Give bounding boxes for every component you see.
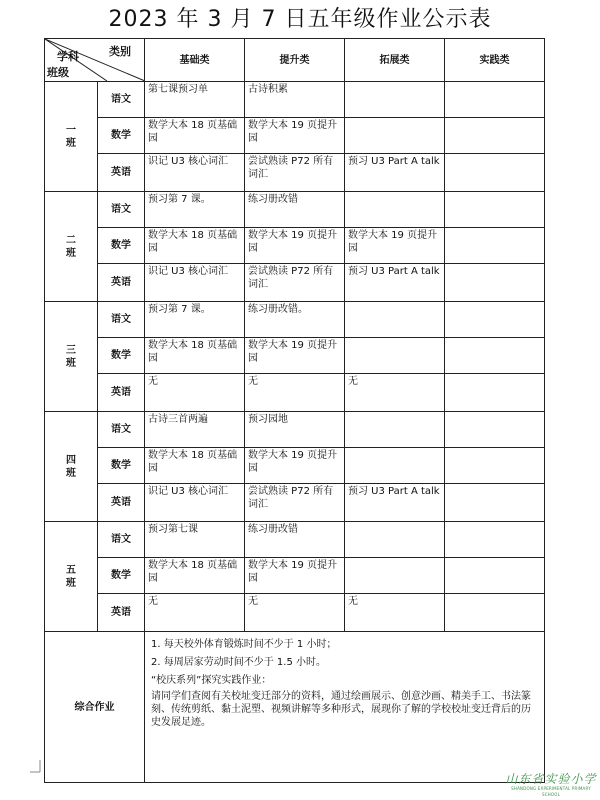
page-corner-mark bbox=[30, 760, 60, 780]
homework-cell-basic: 识记 U3 核心词汇 bbox=[145, 484, 245, 522]
table-row bbox=[45, 338, 545, 374]
homework-cell-extension: 无 bbox=[345, 374, 445, 412]
homework-cell-basic: 识记 U3 核心词汇 bbox=[145, 154, 245, 192]
homework-cell-basic: 预习第 7 课。 bbox=[145, 302, 245, 338]
homework-cell-practice bbox=[445, 154, 545, 192]
subject-cell: 语文 bbox=[98, 192, 145, 228]
comprehensive-line: 1. 每天校外体育锻炼时间不少于 1 小时； bbox=[151, 639, 337, 650]
homework-cell-advanced: 数学大本 19 页提升园 bbox=[245, 118, 345, 154]
homework-cell-basic: 预习第七课 bbox=[145, 522, 245, 558]
homework-cell-basic: 预习第 7 课。 bbox=[145, 192, 245, 228]
table-row bbox=[45, 594, 545, 632]
class-name-cell: 一 班 bbox=[45, 82, 98, 192]
homework-cell-extension bbox=[345, 338, 445, 374]
comprehensive-line: 请同学们查阅有关校址变迁部分的资料，通过绘画展示、创意沙画、精美手工、书法篆刻、传统剪纸、黏土泥塑、视频讲解等多种形式，展现你了解的学校校址变迁背后的历史发展足迹。 bbox=[151, 691, 531, 728]
homework-cell-advanced: 数学大本 19 页提升园 bbox=[245, 338, 345, 374]
homework-cell-basic: 无 bbox=[145, 374, 245, 412]
subject-cell: 英语 bbox=[98, 264, 145, 302]
homework-cell-practice bbox=[445, 192, 545, 228]
homework-cell-advanced: 无 bbox=[245, 594, 345, 632]
homework-cell-extension bbox=[345, 118, 445, 154]
homework-cell-practice bbox=[445, 374, 545, 412]
homework-cell-advanced: 练习册改错 bbox=[245, 192, 345, 228]
column-header-advanced: 提升类 bbox=[245, 39, 345, 82]
subject-cell: 语文 bbox=[98, 302, 145, 338]
homework-cell-extension: 预习 U3 Part A talk bbox=[345, 264, 445, 302]
subject-cell: 英语 bbox=[98, 374, 145, 412]
table-row bbox=[45, 484, 545, 522]
homework-cell-practice bbox=[445, 448, 545, 484]
comprehensive-line: 2. 每周居家劳动时间不少于 1.5 小时。 bbox=[151, 657, 326, 668]
school-logo-english: SHANDONG EXPERIMENTAL PRIMARY SCHOOL bbox=[511, 786, 591, 797]
subject-cell: 语文 bbox=[98, 522, 145, 558]
comprehensive-label: 综合作业 bbox=[45, 632, 145, 783]
subject-cell: 数学 bbox=[98, 228, 145, 264]
homework-cell-practice bbox=[445, 118, 545, 154]
homework-cell-practice bbox=[445, 558, 545, 594]
homework-cell-extension: 无 bbox=[345, 594, 445, 632]
school-logo bbox=[505, 772, 597, 798]
homework-cell-practice bbox=[445, 264, 545, 302]
homework-cell-practice bbox=[445, 82, 545, 118]
homework-cell-extension: 预习 U3 Part A talk bbox=[345, 154, 445, 192]
homework-cell-extension bbox=[345, 82, 445, 118]
homework-cell-basic: 数学大本 18 页基础园 bbox=[145, 228, 245, 264]
homework-cell-practice bbox=[445, 338, 545, 374]
homework-cell-advanced: 数学大本 19 页提升园 bbox=[245, 558, 345, 594]
table-row bbox=[45, 448, 545, 484]
homework-cell-basic: 数学大本 18 页基础园 bbox=[145, 448, 245, 484]
homework-cell-basic: 数学大本 18 页基础园 bbox=[145, 558, 245, 594]
comprehensive-line: “校庆系列”探究实践作业： bbox=[151, 675, 272, 686]
homework-cell-extension bbox=[345, 302, 445, 338]
column-header-extension: 拓展类 bbox=[345, 39, 445, 82]
class-name-cell: 五 班 bbox=[45, 522, 98, 632]
table-row bbox=[45, 374, 545, 412]
homework-cell-basic: 第七课预习单 bbox=[145, 82, 245, 118]
homework-cell-advanced: 尝试熟读 P72 所有词汇 bbox=[245, 484, 345, 522]
school-logo-chinese: 山东省实验小学 bbox=[505, 772, 597, 786]
homework-cell-basic: 数学大本 18 页基础园 bbox=[145, 118, 245, 154]
homework-cell-advanced: 尝试熟读 P72 所有词汇 bbox=[245, 154, 345, 192]
class-name-cell: 二 班 bbox=[45, 192, 98, 302]
homework-cell-basic: 古诗三首两遍 bbox=[145, 412, 245, 448]
corner-header-cell bbox=[45, 39, 145, 82]
homework-cell-practice bbox=[445, 302, 545, 338]
corner-subject-label: 学科 bbox=[57, 50, 79, 63]
corner-class-label: 班级 bbox=[47, 66, 69, 79]
subject-cell: 数学 bbox=[98, 558, 145, 594]
table-row bbox=[45, 522, 545, 558]
homework-cell-advanced: 尝试熟读 P72 所有词汇 bbox=[245, 264, 345, 302]
subject-cell: 数学 bbox=[98, 118, 145, 154]
table-row bbox=[45, 264, 545, 302]
homework-cell-extension bbox=[345, 192, 445, 228]
homework-cell-extension bbox=[345, 448, 445, 484]
table-row bbox=[45, 558, 545, 594]
table-row bbox=[45, 302, 545, 338]
homework-cell-advanced: 练习册改错。 bbox=[245, 302, 345, 338]
table-row bbox=[45, 82, 545, 118]
homework-cell-extension bbox=[345, 522, 445, 558]
homework-cell-advanced: 古诗积累 bbox=[245, 82, 345, 118]
homework-cell-practice bbox=[445, 228, 545, 264]
subject-cell: 数学 bbox=[98, 448, 145, 484]
homework-cell-advanced: 预习园地 bbox=[245, 412, 345, 448]
header-row bbox=[45, 39, 545, 82]
class-name-cell: 四 班 bbox=[45, 412, 98, 522]
homework-cell-advanced: 数学大本 19 页提升园 bbox=[245, 228, 345, 264]
column-header-practice: 实践类 bbox=[445, 39, 545, 82]
homework-cell-practice bbox=[445, 522, 545, 558]
subject-cell: 语文 bbox=[98, 82, 145, 118]
table-row bbox=[45, 154, 545, 192]
homework-cell-extension: 数学大本 19 页提升园 bbox=[345, 228, 445, 264]
homework-cell-advanced: 数学大本 19 页提升园 bbox=[245, 448, 345, 484]
homework-cell-advanced: 练习册改错 bbox=[245, 522, 345, 558]
homework-cell-basic: 识记 U3 核心词汇 bbox=[145, 264, 245, 302]
table-row bbox=[45, 118, 545, 154]
homework-cell-extension bbox=[345, 558, 445, 594]
page-title: 2023 年 3 月 7 日五年级作业公示表 bbox=[108, 7, 492, 32]
corner-category-label: 类别 bbox=[109, 45, 131, 58]
homework-table bbox=[44, 38, 545, 783]
homework-cell-practice bbox=[445, 484, 545, 522]
subject-cell: 英语 bbox=[98, 594, 145, 632]
subject-cell: 英语 bbox=[98, 484, 145, 522]
class-name-cell: 三 班 bbox=[45, 302, 98, 412]
table-row bbox=[45, 228, 545, 264]
homework-cell-practice bbox=[445, 412, 545, 448]
homework-cell-basic: 无 bbox=[145, 594, 245, 632]
homework-cell-extension: 预习 U3 Part A talk bbox=[345, 484, 445, 522]
comprehensive-content bbox=[145, 632, 545, 783]
table-row bbox=[45, 412, 545, 448]
table-row bbox=[45, 192, 545, 228]
homework-cell-basic: 数学大本 18 页基础园 bbox=[145, 338, 245, 374]
comprehensive-row bbox=[45, 632, 545, 783]
homework-cell-practice bbox=[445, 594, 545, 632]
homework-cell-advanced: 无 bbox=[245, 374, 345, 412]
subject-cell: 数学 bbox=[98, 338, 145, 374]
subject-cell: 英语 bbox=[98, 154, 145, 192]
homework-cell-extension bbox=[345, 412, 445, 448]
subject-cell: 语文 bbox=[98, 412, 145, 448]
column-header-basic: 基础类 bbox=[145, 39, 245, 82]
